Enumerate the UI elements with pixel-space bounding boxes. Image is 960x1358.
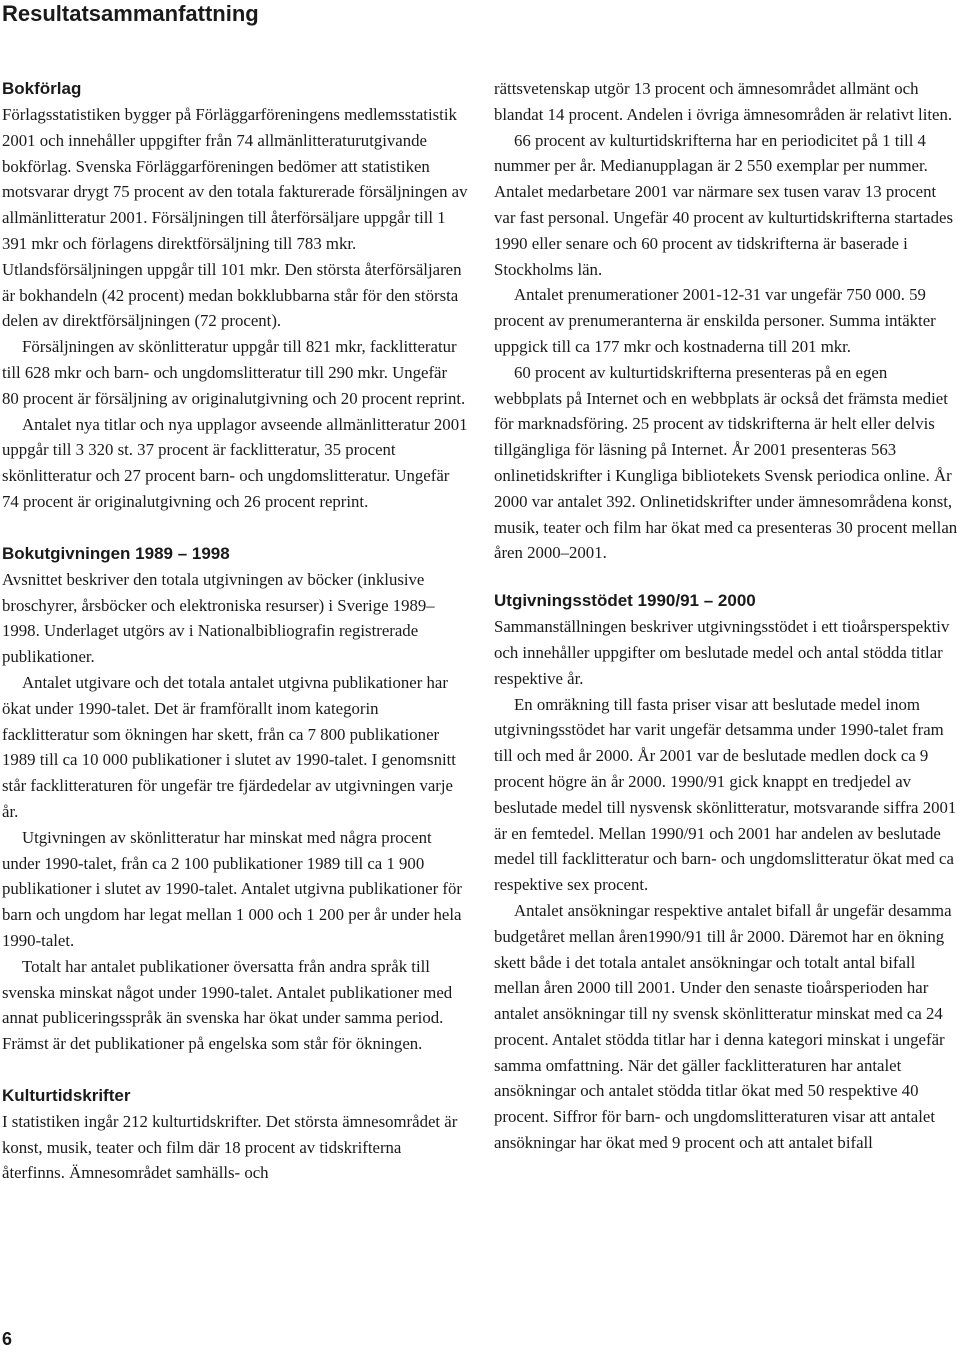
paragraph: Utgivningen av skönlitteratur har minskat med några procent under 1990-talet, från ca 2 100 publikationer 1989 till ca 1 900 publikationer i slutet av 1990-talet. Antalet utgivna publikationer för barn och ungdom har legat mellan 1 000 och 1 200 per år under hela 1990-talet.: [2, 827, 462, 950]
paragraph: Sammanställningen beskriver utgivningsstödet i ett tioårsperspektiv och innehåller uppgifter om beslutade medel och antal stödda titlar respektive år.: [494, 617, 950, 688]
heading-bokforlag: Bokförlag: [2, 79, 82, 98]
right-column: [494, 76, 958, 1156]
page-number: 6: [2, 1329, 13, 1349]
paragraph: Antalet utgivare och det totala antalet utgivna publikationer har ökat under 1990-talet. Det är framförallt inom kategorin facklitteratur som ökningen har skett, från ca 7 800 publikationer 1989 till ca 10 000 publikationer i slutet av 1990-talet. I genomsnitt står facklitteraturen för ungefär tre fjärdedelar av utgivningen varje år.: [2, 672, 456, 821]
paragraph: Antalet nya titlar och nya upplagor avseende allmänlitteratur 2001 uppgår till 3 320 st. 37 procent är facklitteratur, 35 procent skönlitteratur och 27 procent barn- och ungdomslitteratur. Ungefär 74 procent är originalutgivning och 26 procent reprint.: [2, 414, 468, 511]
heading-utgivningsstodet: Utgivningsstödet 1990/91 – 2000: [494, 591, 756, 611]
paragraph: 60 procent av kulturtidskrifterna presenteras på en egen webbplats på Internet och en webbplats är också det främsta mediet för marknadsföring. 25 procent av tidskrifterna är helt eller delvis tillgängliga för läsning på Internet. År 2001 presenteras 563 onlinetidskrifter i Kungliga bibliotekets Svensk periodica online. År 2000 var antalet 392. Onlinetidskrifter under ämnesområdena konst, musik, teater och film har ökat med ca presenteras 30 procent mellan åren 2000–2001.: [494, 362, 958, 563]
paragraph: Förlagsstatistiken bygger på Förläggarföreningens medlemsstatistik 2001 och innehåller uppgifter från 74 allmänlitteraturutgivande bokförlag. Svenska Förläggarföreningen bedömer att statistiken motsvarar drygt 75 procent av den totala fakturerade försäljningen av allmänlitteratur 2001. Försäljningen till återförsäljare uppgår till 1 391 mkr och förlagens direktförsäljning till 783 mkr. Utlandsförsäljningen uppgår till 101 mkr. Den största återförsäljaren är bokhandeln (42 procent) medan bokklubbarna står för den största delen av direktförsäljningen (72 procent).: [2, 105, 468, 331]
paragraph: 66 procent av kulturtidskrifterna har en periodicitet på 1 till 4 nummer per år. Medianupplagan är 2 550 exemplar per nummer. Antalet medarbetare 2001 var närmare sex tusen varav 13 procent var fast personal. Ungefär 40 procent av kulturtidskrifterna startades 1990 eller senare och 60 procent av tidskrifterna är baserade i Stockholms län.: [494, 130, 953, 279]
paragraph: rättsvetenskap utgör 13 procent och ämnesområdet allmänt och blandat 14 procent. Andelen i övriga ämnesområden är relativt liten.: [494, 79, 953, 124]
heading-bokutgivningen: Bokutgivningen 1989 – 1998: [2, 543, 230, 563]
paragraph: Antalet prenumerationer 2001-12-31 var ungefär 750 000. 59 procent av prenumeranterna är enskilda personer. Summa intäkter uppgick till ca 177 mkr och kostnaderna till 201 mkr.: [494, 285, 936, 356]
paragraph: Avsnittet beskriver den totala utgivningen av böcker (inklusive broschyrer, årsböcker och elektroniska resurser) i Sverige 1989–1998. Underlaget utgörs av i Nationalbibliografin registrerade publikationer.: [2, 569, 435, 667]
page-title: Resultatsammanfattning: [2, 1, 259, 26]
left-column: [2, 76, 468, 1186]
paragraph: Antalet ansökningar respektive antalet bifall år ungefär desamma budgetåret mellan åren1990/91 till år 2000. Däremot har en ökning skett både i det totala antalet ansökningar och totalt antal bifall mellan åren 2000 till 2001. Under den senaste tioårsperioden har antalet ansökningar till ny svensk skönlitteratur minskat med ca 24 procent. Antalet stödda titlar har i denna kategori minskat i ungefär samma omfattning. När det gäller facklitteraturen har antalet ansökningar och antalet stödda titlar ökat med 50 respektive 40 procent. Siffror för barn- och ungdomslitteraturen visar att antalet ansökningar har ökat med 9 procent och att antalet bifall: [494, 900, 952, 1153]
paragraph: Försäljningen av skönlitteratur uppgår till 821 mkr, facklitteratur till 628 mkr och barn- och ungdomslitteratur till 290 mkr. Ungefär 80 procent är försäljning av originalutgivning och 20 procent reprint.: [2, 337, 466, 408]
paragraph: I statistiken ingår 212 kulturtidskrifter. Det största ämnesområdet är konst, musik, teater och film där 18 procent av tidskrifterna återfinns. Ämnesområdet samhälls- och: [2, 1111, 458, 1183]
heading-kulturtidskrifter: Kulturtidskrifter: [2, 1085, 131, 1105]
paragraph: En omräkning till fasta priser visar att beslutade medel inom utgivningsstödet har varit ungefär detsamma under 1990-talet fram till och med år 2000. År 2001 var de beslutade medlen dock ca 9 procent högre än år 2000. 1990/91 gick knappt en tredjedel av beslutade medel till nysvensk skönlitteratur, motsvarande siffra 2001 är en femtedel. Mellan 1990/91 och 2001 har andelen av beslutade medel till facklitteratur och barn- och ungdomslitteratur ökat med ca respektive sex procent.: [494, 694, 957, 895]
paragraph: Totalt har antalet publikationer översatta från andra språk till svenska minskat något under 1990-talet. Antalet publikationer med annat publiceringsspråk än svenska har ökat under samma period. Främst är det publikationer på engelska som står för ökningen.: [2, 956, 453, 1054]
